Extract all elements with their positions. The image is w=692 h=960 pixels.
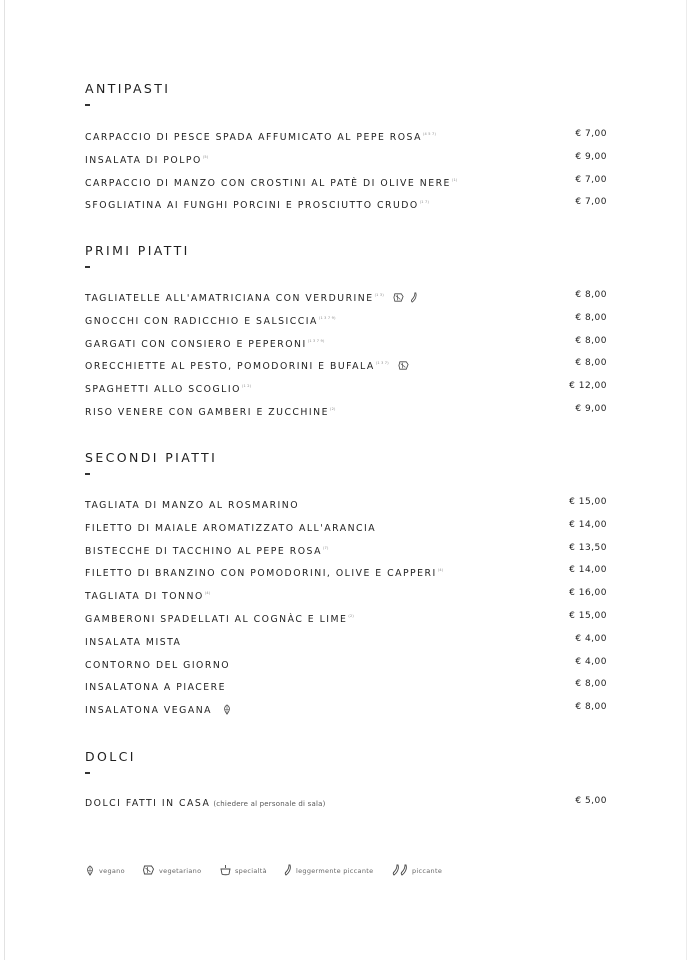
item-name: INSALATONA VEGANA <box>85 705 213 717</box>
item-name: GAMBERONI SPADELLATI AL COGNÀC E LIME <box>85 613 348 625</box>
legend-item-vegetarian <box>142 862 201 878</box>
item-price: € 8,00 <box>575 312 607 323</box>
menu-item <box>85 605 607 628</box>
item-allergens: (1 3 7 9) <box>307 338 325 343</box>
item-name: CARPACCIO DI PESCE SPADA AFFUMICATO AL PEPE ROSA <box>85 132 422 143</box>
menu-item <box>85 284 607 307</box>
menu-item <box>85 651 607 674</box>
item-allergens: (5) <box>202 154 209 159</box>
item-allergens: (2) <box>330 406 336 411</box>
page-edge-left <box>4 0 5 960</box>
item-name: FILETTO DI BRANZINO CON POMODORINI, OLIVE E CAPPERI <box>85 568 437 580</box>
menu-item <box>85 398 607 421</box>
item-price: € 15,00 <box>569 497 607 507</box>
item-price: € 12,00 <box>569 381 607 392</box>
menu-item <box>85 123 607 146</box>
section-secondi-piatti <box>85 449 607 475</box>
section-antipasti <box>85 80 607 106</box>
section-primi-piatti <box>85 242 607 268</box>
item-name: ORECCHIETTE AL PESTO, POMODORINI E BUFALA <box>85 361 375 373</box>
item-price: € 7,00 <box>575 197 607 208</box>
item-allergens: (7) <box>322 545 329 550</box>
item-name: SPAGHETTI ALLO SCOGLIO <box>85 384 241 396</box>
item-price: € 4,00 <box>575 633 607 644</box>
item-price: € 4,00 <box>575 656 607 667</box>
item-price: € 13,50 <box>569 542 607 553</box>
menu-item <box>85 582 607 605</box>
legend-item-mild-spicy <box>284 862 373 878</box>
item-price: € 8,00 <box>575 679 607 690</box>
item-price: € 9,00 <box>575 151 607 162</box>
legend-item-spicy <box>392 862 442 878</box>
section-dash <box>85 772 90 774</box>
legend-item-vegan <box>85 862 125 878</box>
menu-item <box>85 191 607 214</box>
menu-item <box>85 790 607 813</box>
item-allergens: (4 5 7) <box>422 132 437 136</box>
item-name: GNOCCHI CON RADICCHIO E SALSICCIA <box>85 315 318 327</box>
menu-item <box>85 375 607 398</box>
item-name: RISO VENERE CON GAMBERI E ZUCCHINE <box>85 406 329 418</box>
legend-label: specialtà <box>235 867 267 875</box>
section-dolci <box>85 748 607 774</box>
item-allergens: (2) <box>348 613 354 618</box>
menu-item <box>85 673 607 696</box>
item-allergens: (1) <box>451 177 458 182</box>
primi-list <box>85 284 607 421</box>
legend-label: leggermente piccante <box>296 867 374 875</box>
item-price: € 7,00 <box>575 129 607 139</box>
section-dash <box>85 104 90 106</box>
menu-item <box>85 146 607 169</box>
item-note: (chiedere al personale di sala) <box>213 800 326 808</box>
section-dash <box>85 266 90 268</box>
section-title: SECONDI PIATTI <box>85 450 218 465</box>
menu-item <box>85 537 607 560</box>
item-price: € 16,00 <box>569 588 607 599</box>
item-allergens: (4) <box>437 568 444 573</box>
item-price: € 15,00 <box>569 610 607 621</box>
item-allergens: (1 7) <box>419 200 430 205</box>
item-allergens: (1 3 7 9) <box>318 315 336 320</box>
secondi-list <box>85 491 607 719</box>
mild-spicy-icon <box>284 864 292 876</box>
antipasti-list <box>85 123 607 214</box>
vegetarian-icon <box>393 292 404 303</box>
item-name: CONTORNO DEL GIORNO <box>85 659 231 671</box>
menu-item <box>85 352 607 375</box>
item-price: € 5,00 <box>575 796 607 806</box>
menu-item <box>85 559 607 582</box>
item-name: INSALATA DI POLPO <box>85 154 202 166</box>
item-name: TAGLIATA DI MANZO AL ROSMARINO <box>85 500 300 511</box>
item-name: CARPACCIO DI MANZO CON CROSTINI AL PATÈ DI OLIVE NERE <box>85 177 451 189</box>
menu-item <box>85 628 607 651</box>
item-name: BISTECCHE DI TACCHINO AL PEPE ROSA <box>85 545 322 557</box>
item-price: € 14,00 <box>569 565 607 576</box>
menu-item <box>85 307 607 330</box>
item-name: GARGATI CON CONSIERO E PEPERONI <box>85 338 307 350</box>
item-name: DOLCI FATTI IN CASA <box>85 798 211 809</box>
vegetarian-icon <box>398 360 409 371</box>
vegan-icon <box>85 865 95 876</box>
page-edge-right <box>686 0 687 960</box>
item-price: € 8,00 <box>575 290 607 300</box>
special-icon <box>220 864 231 876</box>
item-name: FILETTO DI MAIALE AROMATIZZATO ALL'ARANCIA <box>85 522 377 534</box>
section-title: PRIMI PIATTI <box>85 243 190 258</box>
item-name: TAGLIATA DI TONNO <box>85 591 204 603</box>
item-allergens: (1 3) <box>374 293 384 297</box>
section-title: DOLCI <box>85 749 136 764</box>
item-name: TAGLIATELLE ALL'AMATRICIANA CON VERDURINE <box>85 293 374 304</box>
section-dash <box>85 473 90 475</box>
item-allergens: (1 2) <box>241 384 252 389</box>
menu-item <box>85 491 607 514</box>
item-name: SFOGLIATINA AI FUNGHI PORCINI E PROSCIUTTO CRUDO <box>85 200 419 212</box>
item-name: INSALATONA A PIACERE <box>85 682 226 694</box>
mild-spicy-icon <box>410 292 418 303</box>
legend-label: piccante <box>412 867 443 875</box>
vegan-icon <box>222 704 232 715</box>
item-price: € 14,00 <box>569 519 607 530</box>
legend-label: vegano <box>99 867 125 875</box>
item-price: € 8,00 <box>575 358 607 369</box>
spicy-icon <box>392 864 408 876</box>
item-price: € 8,00 <box>575 702 607 713</box>
item-name: INSALATA MISTA <box>85 636 182 648</box>
legend-item-special <box>220 862 267 878</box>
item-price: € 8,00 <box>575 335 607 346</box>
menu-item <box>85 169 607 192</box>
menu-item <box>85 696 607 719</box>
item-price: € 7,00 <box>575 174 607 185</box>
vegetarian-icon <box>142 864 155 876</box>
item-allergens: (4) <box>204 591 211 596</box>
item-price: € 9,00 <box>575 403 607 414</box>
dolci-list <box>85 790 607 813</box>
legend-label: vegetariano <box>159 867 202 875</box>
section-title: ANTIPASTI <box>85 81 171 96</box>
item-allergens: (1 3 7) <box>375 361 389 366</box>
menu-item <box>85 514 607 537</box>
menu-item <box>85 330 607 353</box>
